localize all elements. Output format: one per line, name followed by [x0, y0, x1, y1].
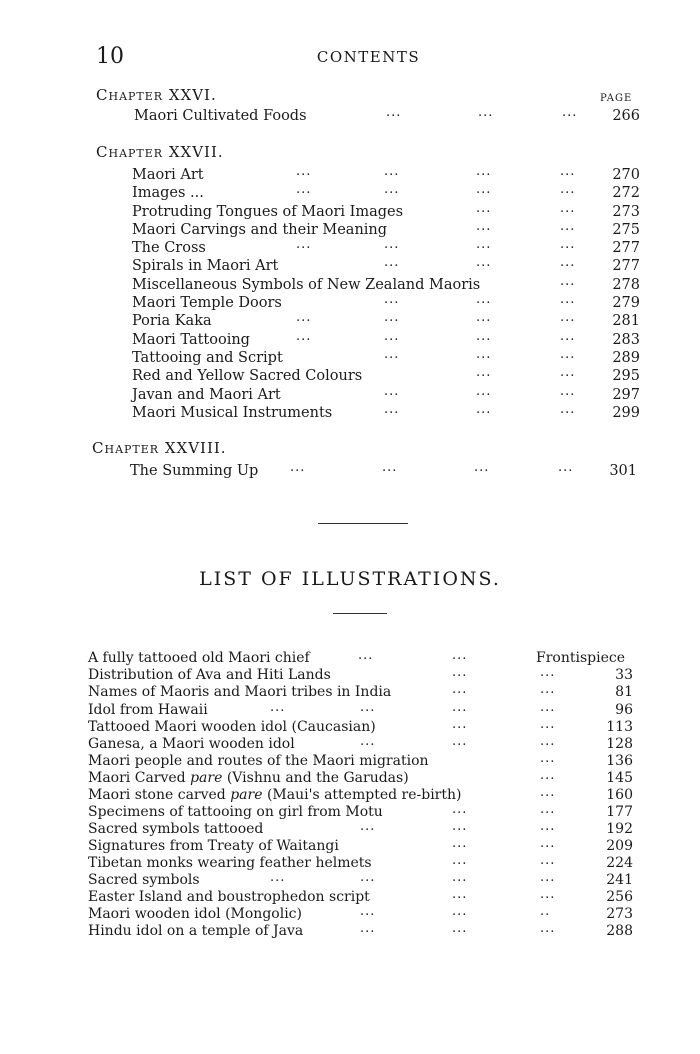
chapter-heading: Chapter XXVIII. [92, 439, 227, 457]
contents-entry: Maori Tattooing ... ... ... ... 283 [132, 329, 640, 348]
illustration-entry: Distribution of Ava and Hiti Lands ... ... 33 [88, 665, 633, 683]
illustrations-title: LIST OF ILLUSTRATIONS. [199, 568, 501, 590]
illustration-entry: Tibetan monks wearing feather helmets ... ... 224 [88, 853, 633, 871]
contents-entry: Spirals in Maori Art ... ... ... 277 [132, 255, 640, 274]
contents-entry: The Summing Up ... ... ... ... 301 [130, 460, 637, 479]
contents-entry: Protruding Tongues of Maori Images ... ... 273 [132, 201, 640, 220]
page-header [96, 44, 641, 72]
section-divider [318, 523, 408, 524]
running-title: CONTENTS [316, 48, 421, 66]
illustration-entry: Sacred symbols tattooed ... ... ... 192 [88, 819, 633, 837]
chapter-heading: Chapter XXVII. [96, 143, 224, 161]
illustration-entry: Names of Maoris and Maori tribes in India ... ... 81 [88, 682, 633, 700]
contents-entry: Maori Carvings and their Meaning ... ... 275 [132, 219, 640, 238]
illustration-entry: Idol from Hawaii ... ... ... ... 96 [88, 700, 633, 718]
contents-entry: Maori Art ... ... ... ... 270 [132, 164, 640, 183]
illustration-entry: Ganesa, a Maori wooden idol ... ... ... 128 [88, 734, 633, 752]
illustration-entry: Signatures from Treaty of Waitangi ... ... 209 [88, 836, 633, 854]
contents-entry: Maori Musical Instruments ... ... ... 299 [132, 402, 640, 421]
illustration-entry: Maori stone carved pare (Maui's attempted re-birth) ... 160 [88, 785, 633, 803]
contents-entry: Miscellaneous Symbols of New Zealand Maoris ... 278 [132, 274, 640, 293]
illustration-entry: Maori wooden idol (Mongolic) ... ... .. 273 [88, 904, 633, 922]
contents-entry: Maori Cultivated Foods ... ... ... 266 [134, 105, 640, 124]
frontispiece-label: Frontispiece [536, 650, 625, 666]
contents-entry: The Cross ... ... ... ... 277 [132, 237, 640, 256]
chapter-heading: Chapter XXVI. [96, 86, 217, 104]
contents-entry: Tattooing and Script ... ... ... 289 [132, 347, 640, 366]
illustration-entry: Maori Carved pare (Vishnu and the Garudas) ... 145 [88, 768, 633, 786]
illustration-entry: Specimens of tattooing on girl from Motu ... ... 177 [88, 802, 633, 820]
page-number: 10 [96, 44, 124, 69]
illustration-entry: Tattooed Maori wooden idol (Caucasian) ... ... 113 [88, 717, 633, 735]
illustration-entry: Easter Island and boustrophedon script ... ... 256 [88, 887, 633, 905]
illustration-entry: Hindu idol on a temple of Java ... ... ... 288 [88, 921, 633, 939]
illustration-entry: Maori people and routes of the Maori migration ... 136 [88, 751, 633, 769]
contents-entry: Images ... ... ... ... ... 272 [132, 182, 640, 201]
contents-entry: Javan and Maori Art ... ... ... 297 [132, 384, 640, 403]
contents-entry: Maori Temple Doors ... ... ... 279 [132, 292, 640, 311]
page-column-label: PAGE [600, 93, 633, 104]
title-rule [333, 613, 387, 614]
contents-entry: Red and Yellow Sacred Colours ... ... 295 [132, 365, 640, 384]
contents-entry: Poria Kaka ... ... ... ... 281 [132, 310, 640, 329]
illustration-entry: A fully tattooed old Maori chief ... ... [88, 648, 468, 666]
illustration-entry: Sacred symbols ... ... ... ... 241 [88, 870, 633, 888]
